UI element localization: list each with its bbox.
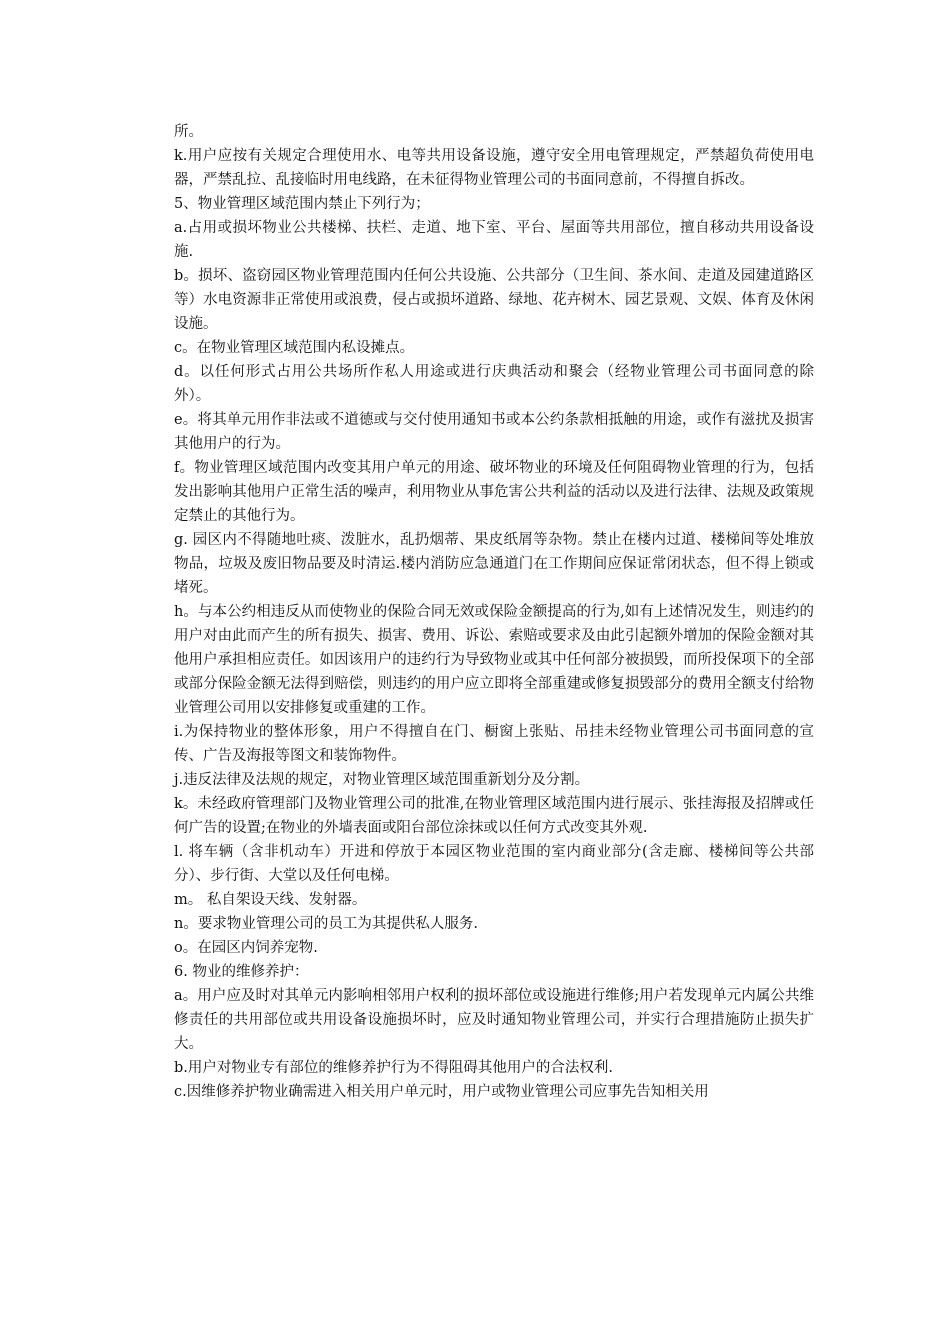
paragraph: e。将其单元用作非法或不道德或与交付使用通知书或本公约条款相抵触的用途，或作有滋扰及损害其他用户的行为。 xyxy=(174,412,814,452)
paragraph: n。要求物业管理公司的员工为其提供私人服务. xyxy=(174,916,478,932)
paragraph: b。损坏、盗窃园区物业管理范围内任何公共设施、公共部分（卫生间、茶水间、走道及园建道路区等）水电资源非正常使用或浪费，侵占或损坏道路、绿地、花卉树木、园艺景观、文娱、体育及休闲设施。 xyxy=(174,268,814,332)
paragraph: m。 私自架设天线、发射器。 xyxy=(174,892,367,908)
paragraph: k。未经政府管理部门及物业管理公司的批准,在物业管理区域范围内进行展示、张挂海报及招牌或任何广告的设置;在物业的外墙表面或阳台部位涂抹或以任何方式改变其外观. xyxy=(174,796,814,836)
paragraph: b.用户对物业专有部位的维修养护行为不得阻碍其他用户的合法权利. xyxy=(174,1060,613,1076)
paragraph: k.用户应按有关规定合理使用水、电等共用设备设施，遵守安全用电管理规定，严禁超负荷使用电器，严禁乱拉、乱接临时用电线路，在未征得物业管理公司的书面同意前，不得擅自拆改。 xyxy=(174,148,814,188)
paragraph: 5、物业管理区域范围内禁止下列行为； xyxy=(174,196,430,212)
paragraph: 6. 物业的维修养护： xyxy=(174,964,309,980)
paragraph: 所。 xyxy=(174,124,203,140)
paragraph: c。在物业管理区域范围内私设摊点。 xyxy=(174,340,415,356)
paragraph: g. 园区内不得随地吐痰、泼脏水，乱扔烟蒂、果皮纸屑等杂物。禁止在楼内过道、楼梯间等处堆放物品，垃圾及废旧物品要及时清运.楼内消防应急通道门在工作期间应保证常闭状态，但不得上锁或堵死。 xyxy=(174,532,814,596)
paragraph: f。物业管理区域范围内改变其用户单元的用途、破坏物业的环境及任何阻碍物业管理的行为，包括发出影响其他用户正常生活的噪声，利用物业从事危害公共利益的活动以及进行法律、法规及政策规定禁止的其他行为。 xyxy=(174,460,814,524)
paragraph: d。以任何形式占用公共场所作私人用途或进行庆典活动和聚会（经物业管理公司书面同意的除外）。 xyxy=(174,364,814,404)
paragraph: o。在园区内饲养宠物. xyxy=(174,940,318,956)
paragraph: l. 将车辆（含非机动车）开进和停放于本园区物业范围的室内商业部分(含走廊、楼梯间等公共部分）、步行街、大堂以及任何电梯。 xyxy=(174,844,814,884)
paragraph: a。用户应及时对其单元内影响相邻用户权利的损坏部位或设施进行维修;用户若发现单元内属公共维修责任的共用部位或共用设备设施损坏时，应及时通知物业管理公司，并实行合理措施防止损失扩大。 xyxy=(174,988,814,1052)
document-body xyxy=(174,120,814,1104)
paragraph: j.违反法律及法规的规定，对物业管理区域范围重新划分及分割。 xyxy=(174,772,590,788)
paragraph: a.占用或损坏物业公共楼梯、扶栏、走道、地下室、平台、屋面等共用部位，擅自移动共用设备设施. xyxy=(174,220,814,260)
paragraph: h。与本公约相违反从而使物业的保险合同无效或保险金额提高的行为,如有上述情况发生，则违约的用户对由此而产生的所有损失、损害、费用、诉讼、索赔或要求及由此引起额外增加的保险金额对其他用户承担相应责任。如因该用户的违约行为导致物业或其中任何部分被损毁，而所投保项下的全部或部分保险金额无法得到赔偿，则违约的用户应立即将全部重建或修复损毁部分的费用全额支付给物业管理公司用以安排修复或重建的工作。 xyxy=(174,604,814,716)
paragraph: i.为保持物业的整体形象，用户不得擅自在门、橱窗上张贴、吊挂未经物业管理公司书面同意的宣传、广告及海报等图文和装饰物件。 xyxy=(174,724,814,764)
paragraph: c.因维修养护物业确需进入相关用户单元时，用户或物业管理公司应事先告知相关用 xyxy=(174,1084,709,1100)
